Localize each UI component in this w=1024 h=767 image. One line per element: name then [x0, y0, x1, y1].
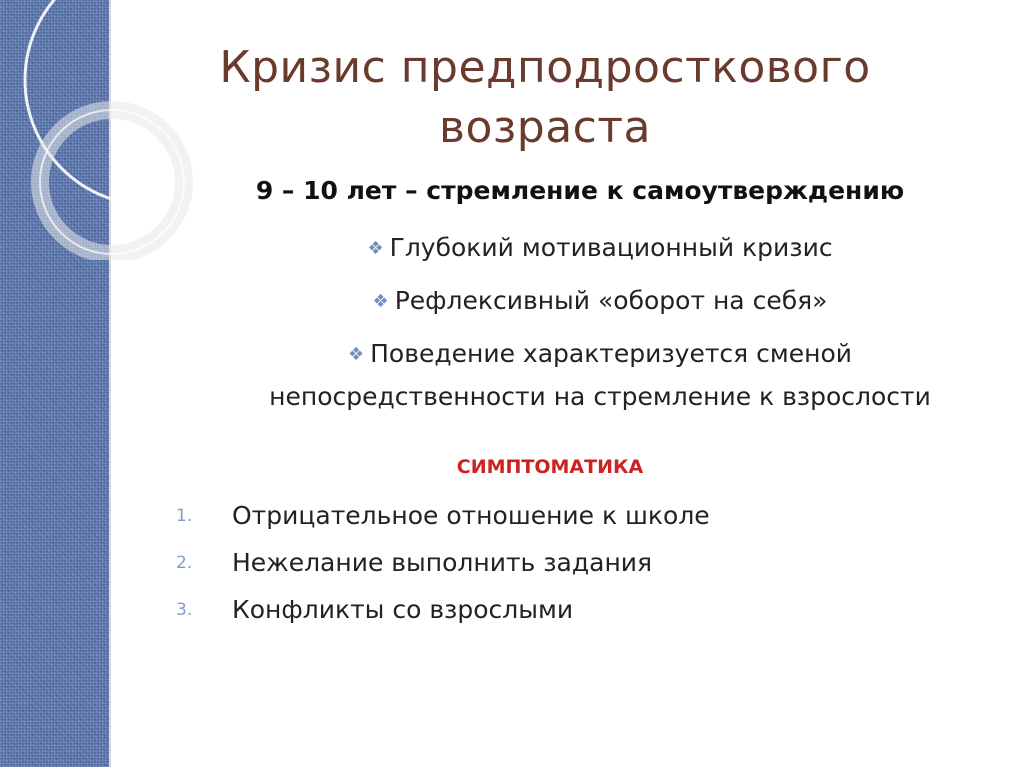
slide-title: [200, 38, 890, 158]
list-item-text: Нежелание выполнить задания: [232, 548, 653, 577]
list-item-text: Отрицательное отношение к школе: [232, 501, 710, 530]
bullet-list: [200, 228, 1000, 427]
bullet-item: [200, 334, 1000, 417]
bullet-text: Глубокий мотивационный кризис: [389, 233, 833, 262]
list-number: 2.: [176, 552, 193, 573]
title-line-2: возраста: [439, 102, 651, 153]
diamond-bullet-icon: ❖: [367, 238, 384, 259]
title-line-1: Кризис предподросткового: [219, 42, 871, 93]
symptom-list: [176, 492, 956, 633]
list-number: 3.: [176, 599, 193, 620]
bullet-text-line-1: Поведение характеризуется сменой: [370, 339, 853, 368]
list-item: [176, 492, 956, 539]
section-heading: СИМПТОМАТИКА: [456, 456, 644, 478]
bullet-text-line-2: непосредственности на стремление к взрослости: [269, 382, 931, 411]
bullet-item: [200, 228, 1000, 271]
bullet-item: [200, 281, 1000, 324]
list-item: [176, 586, 956, 633]
slide-subtitle: 9 – 10 лет – стремление к самоутверждению: [255, 176, 905, 205]
diamond-bullet-icon: ❖: [347, 344, 365, 365]
list-item: [176, 539, 956, 586]
bullet-text: Рефлексивный «оборот на себя»: [394, 286, 828, 315]
list-number: 1.: [176, 505, 193, 526]
list-item-text: Конфликты со взрослыми: [232, 595, 574, 624]
diamond-bullet-icon: ❖: [372, 291, 389, 312]
